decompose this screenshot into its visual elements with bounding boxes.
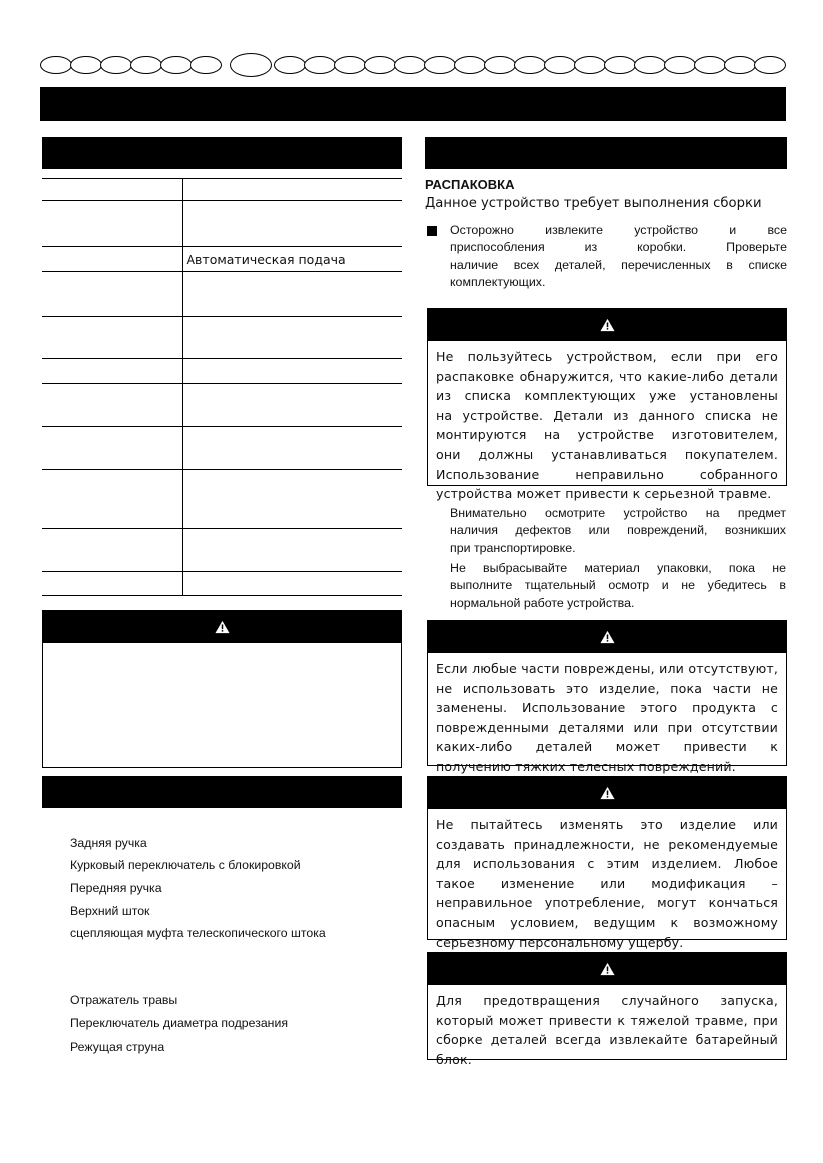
- table-row: [42, 317, 402, 359]
- table-row: [42, 470, 402, 529]
- spec-label: [42, 317, 182, 359]
- language-oval: [544, 56, 576, 74]
- warning-box-battery: [427, 952, 787, 1067]
- warning-triangle-icon: [600, 962, 615, 976]
- unpacking-subtitle: Данное устройство требует выполнения сборки: [425, 196, 762, 211]
- unpacking-bullet: [427, 222, 787, 291]
- spec-label: [42, 529, 182, 572]
- language-oval: [304, 56, 336, 74]
- language-oval: [394, 56, 426, 74]
- spec-value: [182, 427, 402, 470]
- language-oval: [664, 56, 696, 74]
- inspect-paragraph: Внимательно осмотрите устройство на предмет наличия дефектов или повреждений, возникших при транспортировке.: [450, 506, 786, 555]
- language-oval: [694, 56, 726, 74]
- language-oval: [70, 56, 102, 74]
- list-item: Отражатель травы: [70, 993, 178, 1007]
- table-row: [42, 247, 402, 272]
- header-band: [40, 87, 786, 121]
- spec-value: [182, 317, 402, 359]
- table-row: [42, 572, 402, 596]
- warning-box-damaged: [427, 620, 787, 774]
- specifications-table: [42, 178, 402, 596]
- list-item: сцепляющая муфта телескопического штока: [70, 926, 326, 940]
- warning-header: [43, 611, 401, 643]
- spec-label: [42, 247, 182, 272]
- spec-label: [42, 384, 182, 427]
- warning-triangle-icon: [215, 620, 230, 634]
- language-oval: [754, 56, 786, 74]
- language-oval: [40, 56, 72, 74]
- language-oval: [574, 56, 606, 74]
- language-oval: [514, 56, 546, 74]
- list-item: Передняя ручка: [70, 881, 162, 895]
- table-row: [42, 529, 402, 572]
- packaging-paragraph: Не выбрасывайте материал упаковки, пока не выполните тщательный осмотр и не убедитесь в нормальной работе устройства.: [450, 561, 786, 610]
- bullet-text: Осторожно извлеките устройство и все приспособления из коробки. Проверьте наличие всех деталей, перечисленных в списке комплектующих.: [450, 223, 787, 289]
- language-oval: [190, 56, 222, 74]
- warning-triangle-icon: [600, 786, 615, 800]
- list-item: Верхний шток: [70, 904, 150, 918]
- list-item: Переключатель диаметра подрезания: [70, 1016, 288, 1030]
- warning-text: Не пользуйтесь устройством, если при его распаковке обнаружится, что какие-либо детали из списка комплектующих уже установлены на устройстве. Детали из данного списка не монтируются на устройстве изготовителем, они должны устанавливаться покупателем. Использование неправильно собранного устройства может привести к серьезной травме.: [436, 349, 778, 502]
- language-oval: [100, 56, 132, 74]
- spec-label: [42, 179, 182, 201]
- spec-value: [182, 272, 402, 317]
- table-row: [42, 179, 402, 201]
- language-oval: [454, 56, 486, 74]
- warning-triangle-icon: [600, 630, 615, 644]
- spec-value: [182, 529, 402, 572]
- language-oval: [634, 56, 666, 74]
- language-oval: [484, 56, 516, 74]
- table-row: [42, 384, 402, 427]
- warning-header: [428, 621, 786, 653]
- warning-box-modify: [427, 776, 787, 950]
- square-bullet-icon: [427, 226, 437, 236]
- table-row: [42, 272, 402, 317]
- warning-triangle-icon: [600, 318, 615, 332]
- table-row: [42, 427, 402, 470]
- spec-label: [42, 427, 182, 470]
- language-oval-active: [230, 53, 272, 77]
- warning-text: Для предотвращения случайного запуска, который может привести к тяжелой травме, при сборке деталей всегда извлекайте батарейный блок.: [436, 993, 778, 1067]
- spec-label: [42, 572, 182, 596]
- warning-text: Не пытайтесь изменять это изделие или создавать принадлежности, не рекомендуемые для использования с этим изделием. Любое такое изменение или модификация – неправильное употребление, могут кончаться опасным условием, ведущим к возможному серьезному персональному ущербу.: [436, 817, 778, 950]
- warning-header: [428, 309, 786, 341]
- language-oval: [160, 56, 192, 74]
- spec-value: [182, 179, 402, 201]
- spec-label: [42, 201, 182, 247]
- description-header-bar: [42, 776, 402, 808]
- table-row: [42, 201, 402, 247]
- language-oval: [334, 56, 366, 74]
- language-oval: [364, 56, 396, 74]
- table-row: [42, 359, 402, 384]
- spec-value: [182, 384, 402, 427]
- list-item: Задняя ручка: [70, 836, 147, 850]
- warning-text: Если любые части повреждены, или отсутствуют, не использовать это изделие, пока части не заменены. Использование этого продукта с поврежденными деталями или при отсутствии каких-либо деталей может привести к получению тяжких телесных повреждений.: [436, 661, 778, 774]
- list-item: Режущая струна: [70, 1040, 165, 1054]
- unpacking-title: РАСПАКОВКА: [425, 177, 515, 192]
- language-oval: [130, 56, 162, 74]
- list-item: Курковый переключатель с блокировкой: [70, 858, 301, 872]
- language-oval: [274, 56, 306, 74]
- warning-box-left: [42, 610, 402, 768]
- specifications-header-bar: [42, 137, 402, 169]
- spec-value: [182, 359, 402, 384]
- spec-value: [182, 470, 402, 529]
- warning-box-assembly: [427, 308, 787, 502]
- spec-label: [42, 359, 182, 384]
- language-oval: [424, 56, 456, 74]
- spec-value: [182, 572, 402, 596]
- assembly-header-bar: [425, 137, 787, 169]
- spec-value: [182, 201, 402, 247]
- language-selector: [40, 53, 786, 75]
- warning-header: [428, 777, 786, 809]
- spec-value: Автоматическая подача: [182, 247, 402, 272]
- warning-header: [428, 953, 786, 985]
- spec-label: [42, 272, 182, 317]
- language-oval: [604, 56, 636, 74]
- spec-label: [42, 470, 182, 529]
- language-oval: [724, 56, 756, 74]
